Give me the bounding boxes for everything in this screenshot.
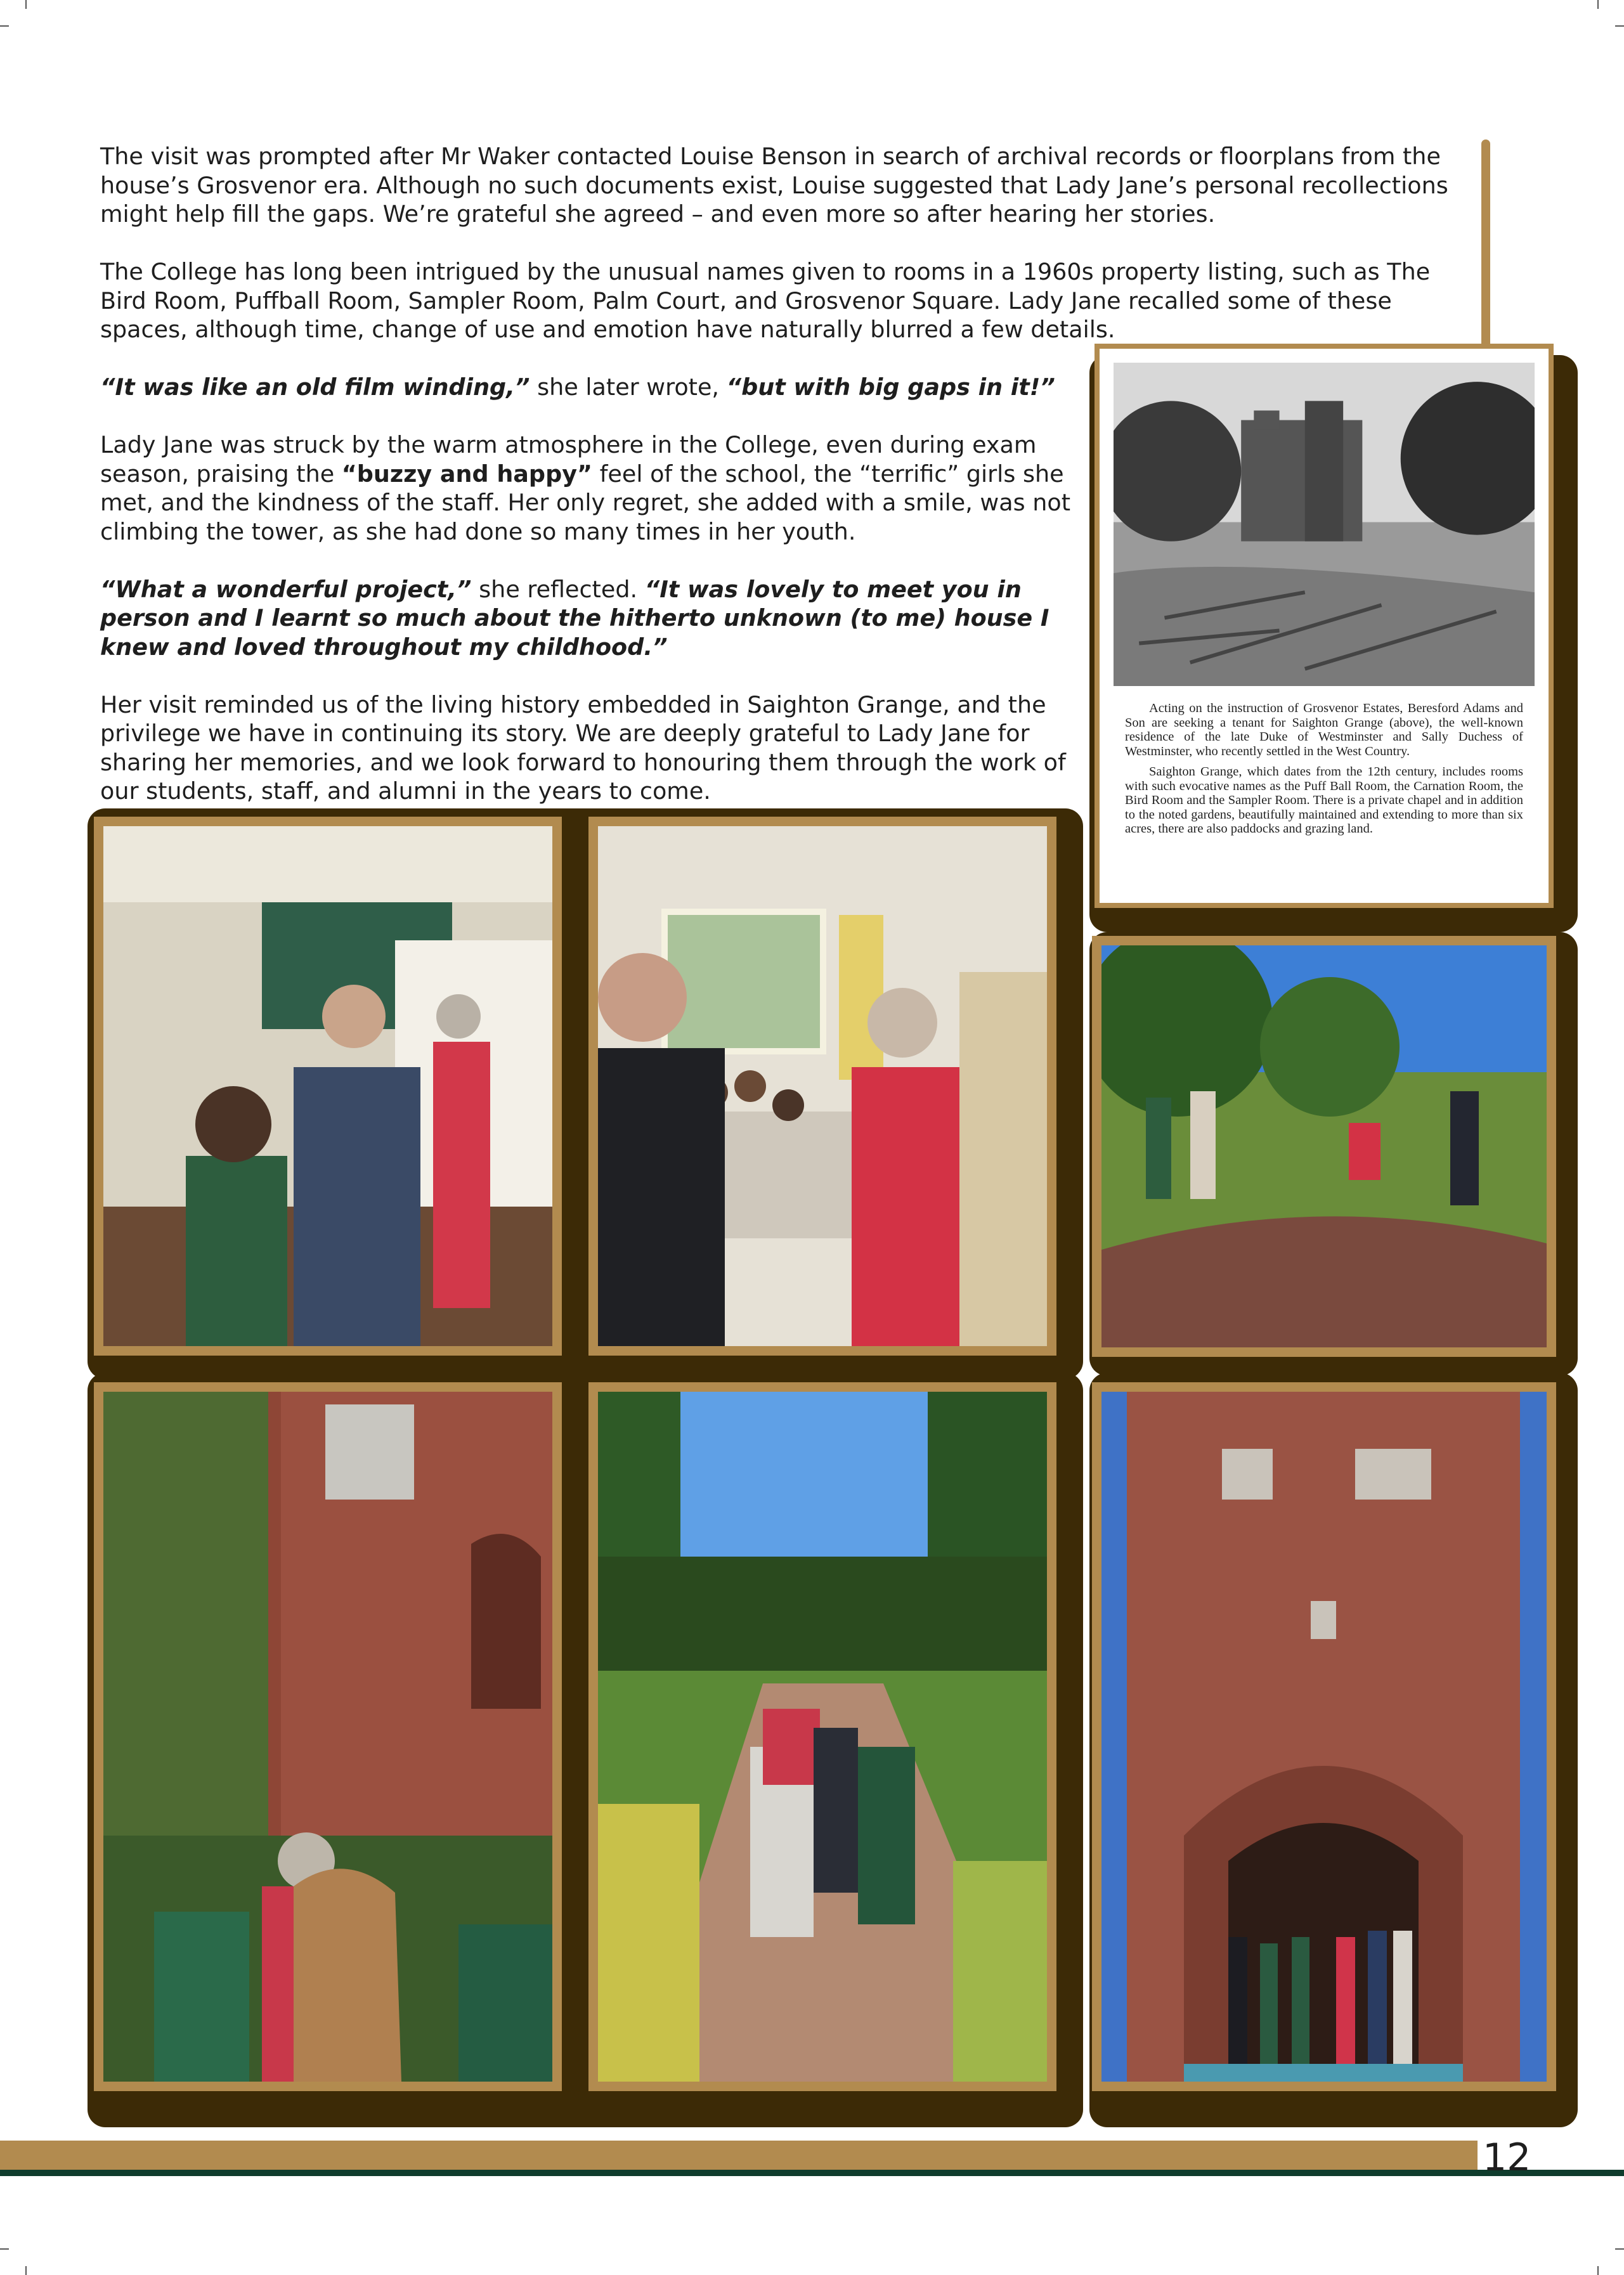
paragraph-living-history: Her visit reminded us of the living history embedded in Saighton Grange, and the privilege we have in continuing its story. We are deeply grateful to Lady Jane for sharing her memories, and we look forward to honouring them through the work of our students, staff, and alumni in the years to come. bbox=[100, 690, 1066, 805]
photo-frame bbox=[1092, 1382, 1556, 2091]
photo-frame bbox=[1092, 936, 1556, 1357]
clipping-photo-saighton-grange bbox=[1114, 363, 1535, 686]
photo-corridor-visit bbox=[103, 826, 552, 1346]
crop-mark bbox=[0, 25, 9, 27]
quote-gaps: “but with big gaps in it!” bbox=[726, 373, 1055, 401]
paragraph-wonderful: “What a wonderful project,” she reflected. “It was lovely to meet you in person and I learnt so much about the hitherto unknown (to me) house I knew and loved throughout my childhood.” bbox=[100, 575, 1049, 661]
crop-mark bbox=[1615, 25, 1624, 27]
photo-frame bbox=[588, 1382, 1056, 2091]
paragraph-visit: The visit was prompted after Mr Waker contacted Louise Benson in search of archival records or floorplans from the house’s Grosvenor era. Although no such documents exist, Louise suggested that Lady Jane’s personal recollections might help fill the gaps. We’re grateful she agreed – and even more so after hearing her stories. bbox=[100, 143, 1448, 228]
clipping-frame bbox=[1095, 344, 1554, 908]
clipping-paragraph-2: Saighton Grange, which dates from the 12th century, includes rooms with such evocative names as the Puff Ball Room, the Carnation Room, the Bird Room and the Sampler Room. There is a private chapel and in addition to the noted gardens, beautifully maintained and extending to more than six acres, there are also paddocks and grazing land. bbox=[1125, 765, 1523, 836]
photo-sandstone-wall bbox=[103, 1392, 552, 2082]
photo-frame bbox=[588, 817, 1056, 1356]
crop-mark bbox=[1615, 2248, 1624, 2250]
photo-garden-path bbox=[598, 1392, 1047, 2082]
clipping-paragraph-1: Acting on the instruction of Grosvenor Estates, Beresford Adams and Son are seeking a tenant for Saighton Grange (above), the well-known residence of the late Duke of Westminster and Sally Duchess of Westminster, who recently settled in the West Country. bbox=[1125, 701, 1523, 758]
photo-garden-ruin bbox=[1101, 945, 1547, 1347]
paragraph-atmosphere: Lady Jane was struck by the warm atmosphere in the College, even during exam season, praising the “buzzy and happy” feel of the school, the “terrific” girls she met, and the kindness of the staff. Her only regret, she added with a smile, was not climbing the tower, as she had done so many times in her youth. bbox=[100, 431, 1071, 545]
crop-mark bbox=[1597, 0, 1599, 9]
crop-mark bbox=[1597, 2266, 1599, 2275]
photo-frame bbox=[94, 817, 562, 1356]
crop-mark bbox=[0, 2248, 9, 2250]
footer-green-line bbox=[0, 2170, 1624, 2176]
quote-buzzy: “buzzy and happy” bbox=[341, 460, 592, 488]
paragraph-film-quote: “It was like an old film winding,” she later wrote, “but with big gaps in it!” bbox=[100, 373, 1055, 401]
footer-gold-band bbox=[0, 2141, 1478, 2170]
paragraph-room-names: The College has long been intrigued by the unusual names given to rooms in a 1960s property listing, such as The Bird Room, Puffball Room, Sampler Room, Palm Court, and Grosvenor Square. Lady Jane recalled some of these spaces, although time, change of use and emotion have naturally blurred a few details. bbox=[100, 258, 1431, 343]
photo-frame bbox=[94, 1382, 562, 2091]
page-number: 12 bbox=[1483, 2136, 1531, 2180]
photo-classroom bbox=[598, 826, 1047, 1346]
photo-tower-entrance bbox=[1101, 1392, 1547, 2082]
clipping-text bbox=[1125, 701, 1523, 843]
crop-mark bbox=[25, 0, 27, 9]
quote-film: “It was like an old film winding,” bbox=[100, 373, 530, 401]
crop-mark bbox=[25, 2266, 27, 2275]
newspaper-clipping bbox=[1100, 349, 1549, 903]
